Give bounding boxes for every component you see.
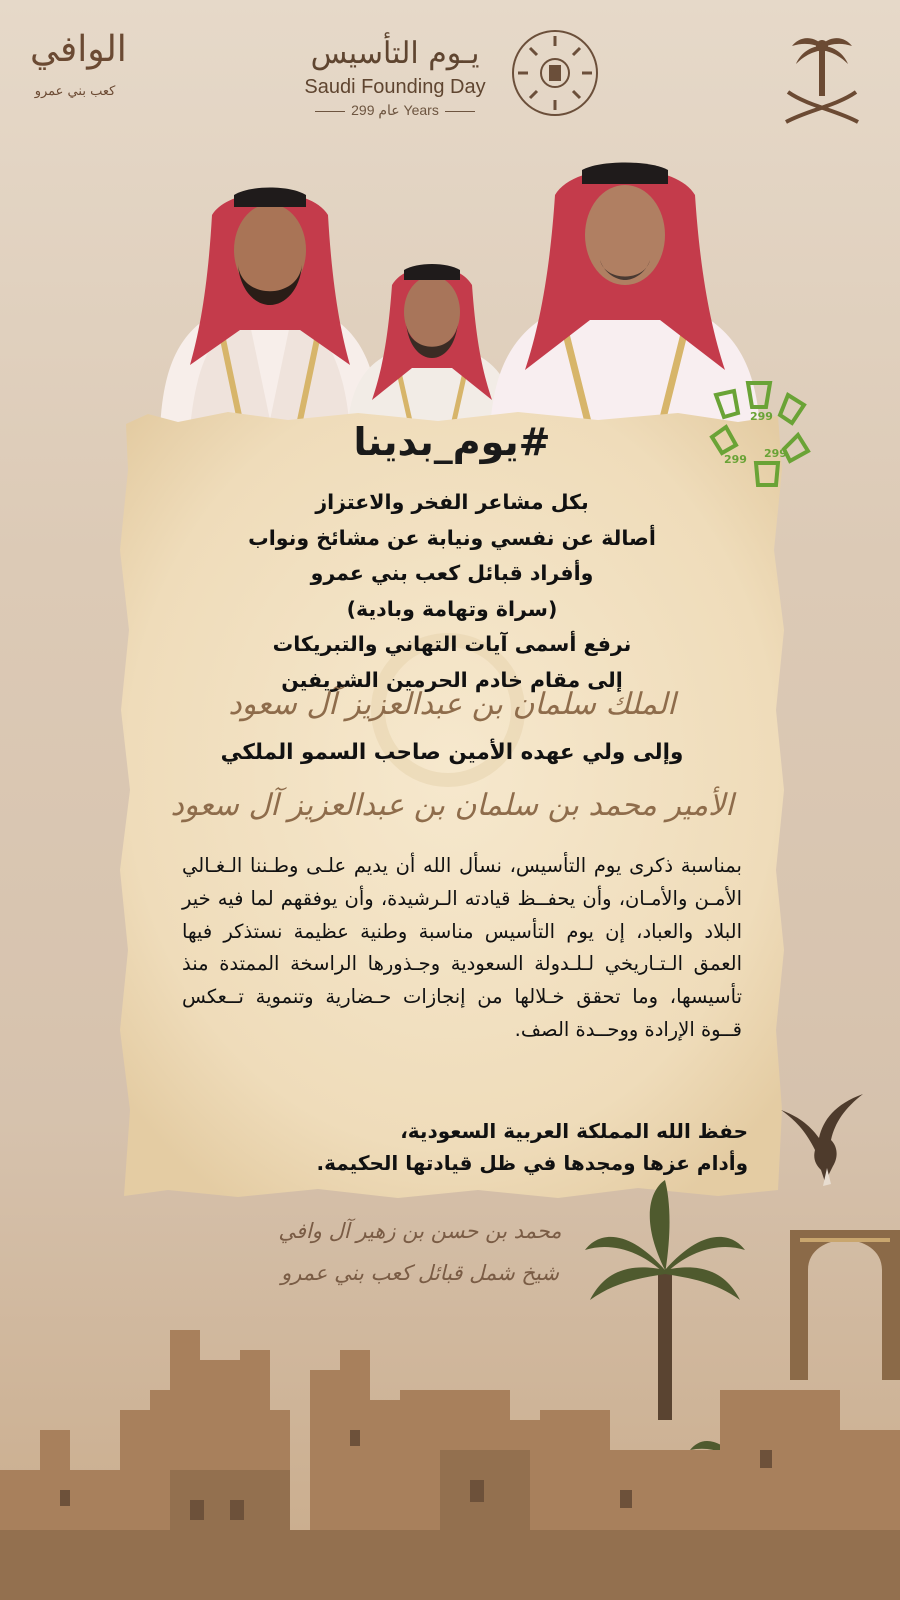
intro-line: أصالة عن نفسي ونيابة عن مشائخ ونواب [248,525,656,550]
saudi-emblem-icon [780,30,864,126]
founding-299-badge-icon [698,365,828,495]
crown-prince-name-calligraphy: الأمير محمد بن سلمان بن عبدالعزيز آل سعود [170,788,734,823]
message-card [118,410,786,1200]
closing-line: وأدام عزها ومجدها في ظل قيادتها الحكيمة. [316,1151,748,1175]
arch-gate-icon [790,1230,900,1380]
intro-line: إلى مقام خادم الحرمين الشريفين [281,667,623,692]
closing-line: حفظ الله المملكة العربية السعودية، [400,1119,748,1143]
crown-prince-line: وإلى ولي عهده الأمين صاحب السمو الملكي [220,740,684,765]
signatory-name: محمد بن حسن بن زهير آل وافي [278,1219,562,1243]
intro-paragraph [118,485,786,698]
king-name-calligraphy: الملك سلمان بن عبدالعزيز آل سعود [228,687,676,722]
alwafi-logo-mark: الوافي [30,29,127,70]
diriyah-scenery [0,1170,900,1600]
badge-number: 299 [750,410,773,423]
hashtag-title: #يوم_بدينا [353,420,551,464]
intro-line: بكل مشاعر الفخر والاعتزاز [315,490,589,514]
badge-number: 299 [724,453,747,466]
signatory-title: شيخ شمل قبائل كعب بني عمرو [281,1261,559,1285]
founding-day-logo [290,28,610,128]
badge-number: 299 [764,447,787,460]
founding-day-english-title: Saudi Founding Day [304,76,486,98]
leaders-portraits [150,150,770,430]
body-paragraph: بمناسبة ذكرى يوم التأسيس، نسأل الله أن يديم علـى وطـننا الـغـالي الأمـن والأمـان، وأن يحفــظ قيادته الـرشيدة، وأن يوفقهم لما فيه خير البلاد والعباد، إن يوم التأسيس مناسبة وطنية عظيمة نستذكر فيها العمق الـتـاريخي لـلـدولة السعودية وجـذورها الراسخة الممتدة منذ تأسيسها، وما تحقق خـلالها من إنجازات حـضارية وتنموية تــعكس قــوة الإرادة ووحــدة الصف. [182,854,742,1041]
founding-day-arabic-title: يـوم التأسيس [310,36,480,71]
founding-day-years: 299 عام Years [290,102,500,119]
intro-line: وأفراد قبائل كعب بني عمرو [310,561,594,585]
alwafi-logo-caption: كعب بني عمرو [34,84,116,99]
palm-tree-icon [585,1180,745,1420]
founding-day-seal-icon [510,28,600,118]
alwafi-logo [30,29,127,99]
intro-line: نرفع أسمى آيات التهاني والتبريكات [272,632,632,656]
intro-line: (سراة وتهامة وبادية) [346,596,558,621]
